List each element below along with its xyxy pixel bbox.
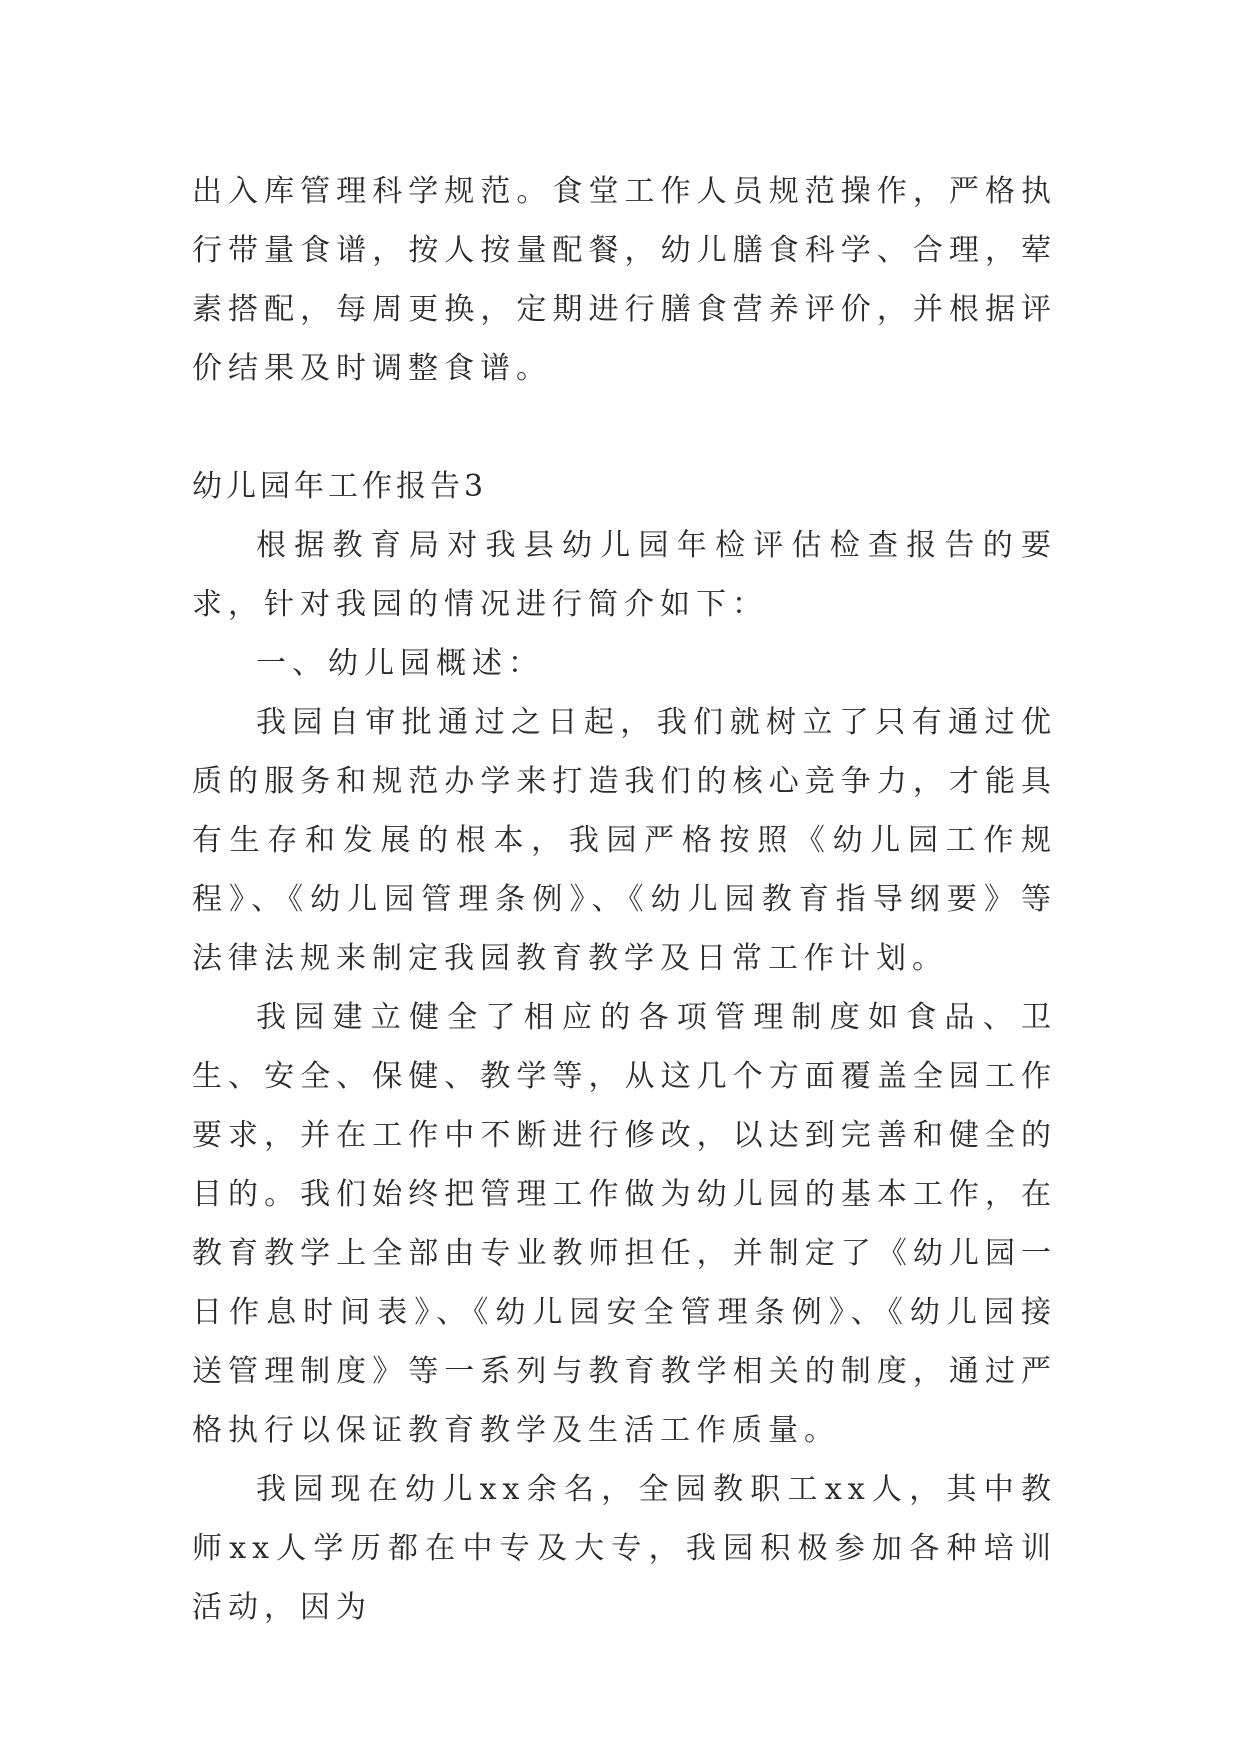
paragraph-intro: 根据教育局对我县幼儿园年检评估检查报告的要求，针对我园的情况进行简介如下： [192,528,1057,622]
paragraph-management: 我园建立健全了相应的各项管理制度如食品、卫生、安全、保健、教学等，从这几个方面覆盖全园工作要求，并在工作中不断进行修改，以达到完善和健全的目的。我们始终把管理工作做为幼儿园的基本工作，在教育教学上全部由专业教师担任，并制定了《幼儿园一日作息时间表》、《幼儿园安全管理条例》、《幼儿园接送管理制度》等一系列与教育教学相关的制度，通过严格执行以保证教育教学及生活工作质量。 [192,1000,1057,1448]
document-body [192,162,1057,1637]
section-heading: 幼儿园年工作报告3 [192,469,488,504]
paragraph-continued: 出入库管理科学规范。食堂工作人员规范操作，严格执行带量食谱，按人按量配餐，幼儿膳食科学、合理，荤素搭配，每周更换，定期进行膳食营养评价，并根据评价结果及时调整食谱。 [192,174,1057,386]
paragraph-staff: 我园现在幼儿xx余名，全园教职工xx人，其中教师xx人学历都在中专及大专，我园积极参加各种培训活动，因为 [192,1472,1057,1625]
paragraph-overview: 我园自审批通过之日起，我们就树立了只有通过优质的服务和规范办学来打造我们的核心竞争力，才能具有生存和发展的根本，我园严格按照《幼儿园工作规程》、《幼儿园管理条例》、《幼儿园教育指导纲要》等法律法规来制定我园教育教学及日常工作计划。 [192,705,1057,976]
subsection-heading: 一、幼儿园概述： [256,646,544,681]
paragraph-gap [192,398,1057,457]
